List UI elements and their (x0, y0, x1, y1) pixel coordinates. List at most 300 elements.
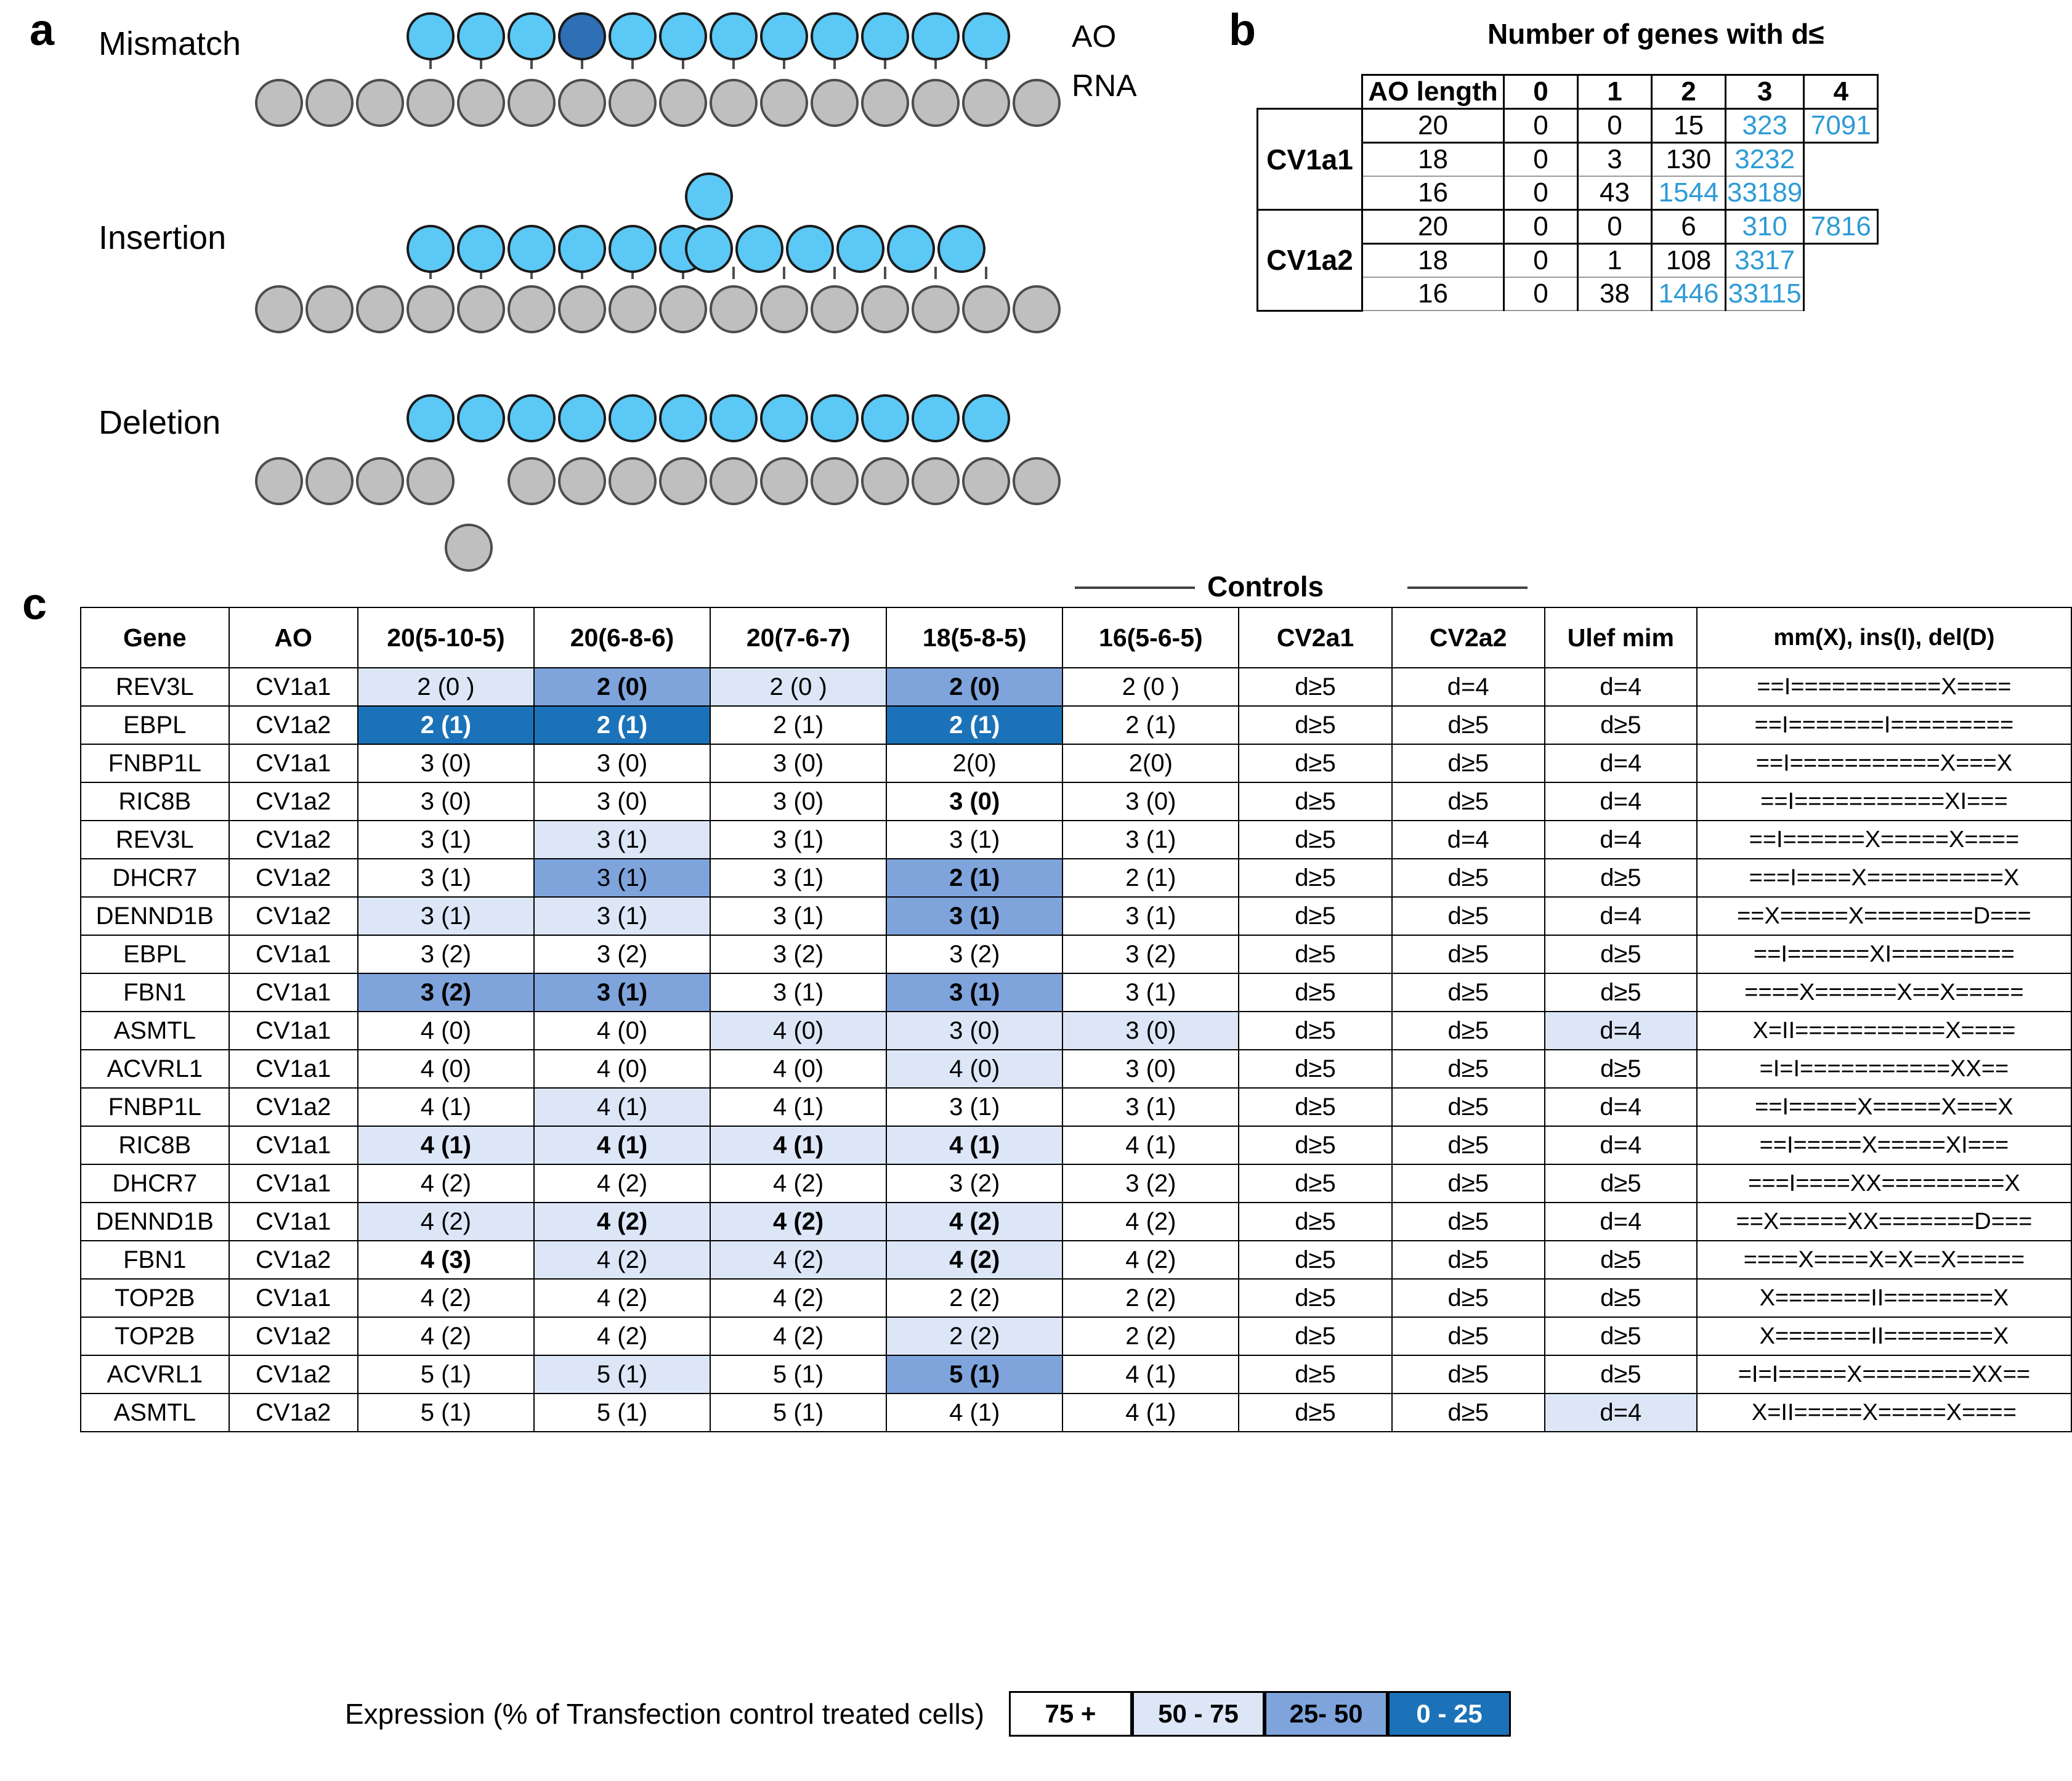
panel-b-cell-d0: 0 (1504, 277, 1578, 310)
table-row (81, 1394, 2071, 1432)
panel-b-ao-length: 18 (1362, 244, 1504, 278)
cell-mismatch-pattern: =I=I=====X========XX== (1697, 1355, 2071, 1394)
panel-b-cell-d0: 0 (1504, 143, 1578, 177)
cell-gene: FNBP1L (81, 744, 229, 782)
cell-control-cv2a2: d=4 (1392, 821, 1545, 859)
cell-dose-16-5-6-5: 3 (0) (1062, 782, 1239, 821)
cell-gene: RIC8B (81, 782, 229, 821)
cell-control-ulef-mim: d=4 (1545, 1126, 1697, 1164)
cell-ao: CV1a1 (229, 1279, 358, 1317)
rna-bead-deletion-13 (912, 457, 960, 505)
cell-mismatch-pattern: ==I===========X==== (1697, 668, 2071, 706)
cell-mismatch-pattern: ==I======X=====X==== (1697, 821, 2071, 859)
cell-ao: CV1a2 (229, 1317, 358, 1355)
rna-bead-deletion-2 (356, 457, 404, 505)
cell-control-cv2a2: d≥5 (1392, 782, 1545, 821)
cell-ao: CV1a1 (229, 668, 358, 706)
cell-ao: CV1a1 (229, 935, 358, 973)
panel-b-ao-length: 16 (1362, 277, 1504, 310)
panel-c-header-20-6-8-6: 20(6-8-6) (534, 607, 710, 668)
cell-dose-20-7-6-7: 3 (1) (710, 821, 886, 859)
rna-bead-deletion-15 (1013, 457, 1061, 505)
cell-ao: CV1a2 (229, 1241, 358, 1279)
rna-bead-deletion-8 (659, 457, 707, 505)
cell-dose-20-7-6-7: 4 (1) (710, 1126, 886, 1164)
cell-control-cv2a1: d≥5 (1239, 1241, 1391, 1279)
cell-mismatch-pattern: ==I=======I========= (1697, 706, 2071, 744)
panel-b-cell-d0: 0 (1504, 109, 1578, 143)
cell-dose-20-7-6-7: 4 (0) (710, 1050, 886, 1088)
rna-bead-insertion-0 (255, 285, 303, 333)
ao-bead-mismatch-3 (558, 12, 606, 60)
cell-mismatch-pattern: ==X=====XX=======D=== (1697, 1203, 2071, 1241)
panel-c-header-mm-ins-del: mm(X), ins(I), del(D) (1697, 607, 2071, 668)
ao-bead-mismatch-0 (407, 12, 455, 60)
cell-control-cv2a2: d≥5 (1392, 1279, 1545, 1317)
cell-dose-20-6-8-6: 4 (2) (534, 1203, 710, 1241)
ao-bead-insertion-0 (407, 225, 455, 273)
cell-dose-18-5-8-5: 5 (1) (886, 1355, 1062, 1394)
rna-bead-deletion-5 (508, 457, 556, 505)
table-row (81, 1241, 2071, 1279)
ao-bead-mismatch-6 (710, 12, 758, 60)
ao-bead-mismatch-7 (760, 12, 808, 60)
expression-legend (345, 1691, 1511, 1737)
rna-bead-deletion-1 (306, 457, 354, 505)
cell-control-ulef-mim: d≥5 (1545, 1317, 1697, 1355)
panel-b-letter: b (1229, 6, 1256, 55)
panel-b-cell-d0: 0 (1504, 210, 1578, 244)
cell-dose-18-5-8-5: 2 (2) (886, 1317, 1062, 1355)
rna-bead-deletion-10 (760, 457, 808, 505)
cell-control-cv2a1: d≥5 (1239, 859, 1391, 897)
cell-ao: CV1a2 (229, 897, 358, 935)
ao-bead-mismatch-1 (457, 12, 505, 60)
cell-control-ulef-mim: d=4 (1545, 1394, 1697, 1432)
cell-control-ulef-mim: d=4 (1545, 1203, 1697, 1241)
cell-dose-18-5-8-5: 2 (1) (886, 859, 1062, 897)
panel-b-cell-d1: 3 (1578, 143, 1652, 177)
cell-control-cv2a2: d≥5 (1392, 1394, 1545, 1432)
cell-dose-18-5-8-5: 3 (1) (886, 897, 1062, 935)
cell-dose-20-7-6-7: 4 (2) (710, 1241, 886, 1279)
cell-dose-18-5-8-5: 2 (2) (886, 1279, 1062, 1317)
rna-bead-insertion-14 (962, 285, 1010, 333)
cell-mismatch-pattern: X=II=====X=====X==== (1697, 1394, 2071, 1432)
cell-control-ulef-mim: d≥5 (1545, 1241, 1697, 1279)
panel-c (0, 558, 2072, 1781)
legend-item-50: 50 - 75 (1132, 1691, 1265, 1737)
controls-label: Controls (1207, 570, 1324, 602)
ao-bead-mismatch-10 (912, 12, 960, 60)
rna-bead-deletion-3 (407, 457, 455, 505)
table-row (81, 859, 2071, 897)
cell-dose-20-7-6-7: 4 (2) (710, 1317, 886, 1355)
panel-b-cell-d4 (1804, 277, 1878, 310)
ao-bead-mismatch-5 (659, 12, 707, 60)
cell-dose-20-7-6-7: 5 (1) (710, 1355, 886, 1394)
cell-control-cv2a1: d≥5 (1239, 1088, 1391, 1126)
ao-bead-insertion-bulge (685, 172, 733, 221)
cell-dose-20-5-10-5: 3 (2) (358, 935, 534, 973)
cell-dose-20-7-6-7: 4 (2) (710, 1164, 886, 1203)
panel-b-title: Number of genes with d≤ (1487, 18, 1824, 50)
rna-bead-mismatch-4 (457, 79, 505, 127)
cell-gene: ASMTL (81, 1394, 229, 1432)
controls-rule-left (1075, 586, 1195, 589)
cell-dose-18-5-8-5: 2 (0) (886, 668, 1062, 706)
cell-control-cv2a1: d≥5 (1239, 668, 1391, 706)
cell-control-cv2a2: d≥5 (1392, 1050, 1545, 1088)
cell-dose-20-7-6-7: 3 (2) (710, 935, 886, 973)
rna-bead-mismatch-8 (659, 79, 707, 127)
table-row (81, 1203, 2071, 1241)
cell-gene: TOP2B (81, 1317, 229, 1355)
panel-b-group-cv1a1: CV1a1 (1258, 109, 1362, 210)
ao-bead-deletion-5 (659, 394, 707, 442)
cell-dose-18-5-8-5: 2(0) (886, 744, 1062, 782)
rna-bead-mismatch-1 (306, 79, 354, 127)
cell-dose-16-5-6-5: 3 (2) (1062, 1164, 1239, 1203)
rna-bead-mismatch-13 (912, 79, 960, 127)
panel-b-table (1257, 74, 1879, 312)
panel-b-cell-d3: 3232 (1726, 143, 1804, 177)
panel-b-cell-d2: 1446 (1652, 277, 1726, 310)
panel-c-header-ulef-mim: Ulef mim (1545, 607, 1697, 668)
table-row (81, 1279, 2071, 1317)
panel-b-cell-d2: 108 (1652, 244, 1726, 278)
table-row (81, 1164, 2071, 1203)
cell-dose-18-5-8-5: 4 (2) (886, 1203, 1062, 1241)
cell-control-ulef-mim: d≥5 (1545, 1355, 1697, 1394)
cell-control-cv2a1: d≥5 (1239, 782, 1391, 821)
ao-bead-deletion-9 (861, 394, 909, 442)
cell-control-cv2a1: d≥5 (1239, 1126, 1391, 1164)
cell-ao: CV1a2 (229, 821, 358, 859)
rna-bead-insertion-10 (760, 285, 808, 333)
ao-bead-insertion-2 (508, 225, 556, 273)
cell-dose-20-6-8-6: 3 (0) (534, 744, 710, 782)
cell-control-ulef-mim: d≥5 (1545, 935, 1697, 973)
cell-control-cv2a1: d≥5 (1239, 706, 1391, 744)
cell-ao: CV1a1 (229, 973, 358, 1012)
panel-b-row (1258, 109, 1878, 143)
cell-dose-20-7-6-7: 2 (0 ) (710, 668, 886, 706)
rna-bead-mismatch-15 (1013, 79, 1061, 127)
cell-dose-18-5-8-5: 3 (2) (886, 935, 1062, 973)
panel-b-cell-d3: 3317 (1726, 244, 1804, 278)
cell-mismatch-pattern: ===I====X==========X (1697, 859, 2071, 897)
ao-bead-deletion-7 (760, 394, 808, 442)
panel-b-cell-d1: 38 (1578, 277, 1652, 310)
rna-bead-insertion-6 (558, 285, 606, 333)
cell-dose-16-5-6-5: 3 (1) (1062, 1088, 1239, 1126)
rna-bead-mismatch-3 (407, 79, 455, 127)
panel-b-header-2: 2 (1652, 75, 1726, 109)
legend-caption: Expression (% of Transfection control treated cells) (345, 1698, 985, 1730)
cell-gene: FNBP1L (81, 1088, 229, 1126)
panel-b (1223, 0, 2072, 542)
cell-dose-20-6-8-6: 2 (1) (534, 706, 710, 744)
cell-dose-20-7-6-7: 4 (0) (710, 1012, 886, 1050)
cell-gene: FBN1 (81, 1241, 229, 1279)
cell-gene: FBN1 (81, 973, 229, 1012)
cell-control-cv2a1: d≥5 (1239, 1355, 1391, 1394)
cell-dose-16-5-6-5: 3 (1) (1062, 973, 1239, 1012)
cell-dose-20-7-6-7: 3 (0) (710, 782, 886, 821)
cell-dose-18-5-8-5: 4 (1) (886, 1126, 1062, 1164)
cell-control-cv2a2: d≥5 (1392, 1203, 1545, 1241)
table-row (81, 706, 2071, 744)
ao-bead-deletion-10 (912, 394, 960, 442)
panel-c-header-20-7-6-7: 20(7-6-7) (710, 607, 886, 668)
cell-control-cv2a1: d≥5 (1239, 1012, 1391, 1050)
panel-c-header-20-5-10-5: 20(5-10-5) (358, 607, 534, 668)
rna-bead-mismatch-6 (558, 79, 606, 127)
ao-bead-insertion-1 (457, 225, 505, 273)
panel-b-cell-d1: 1 (1578, 244, 1652, 278)
cell-ao: CV1a1 (229, 1164, 358, 1203)
cell-dose-16-5-6-5: 3 (0) (1062, 1050, 1239, 1088)
cell-dose-18-5-8-5: 4 (2) (886, 1241, 1062, 1279)
cell-dose-20-7-6-7: 2 (1) (710, 706, 886, 744)
cell-control-cv2a1: d≥5 (1239, 1317, 1391, 1355)
cell-dose-20-6-8-6: 5 (1) (534, 1355, 710, 1394)
ao-bead-insertion-9 (836, 225, 884, 273)
cell-dose-20-6-8-6: 4 (2) (534, 1164, 710, 1203)
cell-dose-20-6-8-6: 4 (2) (534, 1317, 710, 1355)
ao-bead-deletion-2 (508, 394, 556, 442)
cell-gene: DENND1B (81, 897, 229, 935)
panel-b-header-0: 0 (1504, 75, 1578, 109)
rna-bead-insertion-11 (811, 285, 859, 333)
ao-bead-deletion-3 (558, 394, 606, 442)
ao-bead-deletion-0 (407, 394, 455, 442)
panel-b-cell-d0: 0 (1504, 176, 1578, 210)
cell-dose-16-5-6-5: 2 (1) (1062, 706, 1239, 744)
cell-control-ulef-mim: d≥5 (1545, 1279, 1697, 1317)
cell-control-cv2a1: d≥5 (1239, 935, 1391, 973)
cell-control-cv2a2: d≥5 (1392, 897, 1545, 935)
rna-bead-deletion-0 (255, 457, 303, 505)
panel-b-group-cv1a2: CV1a2 (1258, 210, 1362, 311)
panel-c-letter: c (22, 580, 47, 629)
ao-bead-mismatch-2 (508, 12, 556, 60)
cell-control-cv2a2: d≥5 (1392, 1164, 1545, 1203)
panel-b-cell-d4 (1804, 176, 1878, 210)
rna-bead-mismatch-12 (861, 79, 909, 127)
cell-dose-20-5-10-5: 4 (0) (358, 1012, 534, 1050)
cell-dose-20-6-8-6: 4 (1) (534, 1126, 710, 1164)
cell-gene: EBPL (81, 935, 229, 973)
ao-bead-insertion-4 (609, 225, 657, 273)
table-row (81, 1088, 2071, 1126)
cell-dose-20-6-8-6: 3 (1) (534, 897, 710, 935)
ao-bead-deletion-4 (609, 394, 657, 442)
cell-ao: CV1a1 (229, 744, 358, 782)
panel-c-header-ao: AO (229, 607, 358, 668)
cell-dose-20-5-10-5: 4 (3) (358, 1241, 534, 1279)
cell-dose-20-5-10-5: 5 (1) (358, 1355, 534, 1394)
cell-mismatch-pattern: =I=I===========XX== (1697, 1050, 2071, 1088)
cell-control-cv2a2: d≥5 (1392, 1355, 1545, 1394)
rna-bead-mismatch-10 (760, 79, 808, 127)
cell-dose-20-6-8-6: 3 (1) (534, 859, 710, 897)
cell-dose-20-7-6-7: 3 (1) (710, 973, 886, 1012)
cell-control-ulef-mim: d≥5 (1545, 973, 1697, 1012)
cell-dose-20-7-6-7: 3 (1) (710, 897, 886, 935)
ao-bead-mismatch-9 (861, 12, 909, 60)
panel-a (0, 0, 1207, 554)
panel-b-cell-d2: 6 (1652, 210, 1726, 244)
cell-control-cv2a1: d≥5 (1239, 1050, 1391, 1088)
ao-bead-deletion-6 (710, 394, 758, 442)
cell-gene: ASMTL (81, 1012, 229, 1050)
panel-b-ao-length: 20 (1362, 210, 1504, 244)
panel-b-cell-d3: 323 (1726, 109, 1804, 143)
cell-control-cv2a2: d≥5 (1392, 1126, 1545, 1164)
cell-dose-20-5-10-5: 2 (1) (358, 706, 534, 744)
cell-mismatch-pattern: ====X======X==X===== (1697, 973, 2071, 1012)
ao-bead-insertion-6 (685, 225, 733, 273)
table-row (81, 1050, 2071, 1088)
cell-control-cv2a2: d=4 (1392, 668, 1545, 706)
cell-control-cv2a1: d≥5 (1239, 821, 1391, 859)
cell-control-cv2a2: d≥5 (1392, 706, 1545, 744)
rna-bead-insertion-9 (710, 285, 758, 333)
cell-mismatch-pattern: X=II===========X==== (1697, 1012, 2071, 1050)
cell-dose-18-5-8-5: 3 (2) (886, 1164, 1062, 1203)
cell-gene: TOP2B (81, 1279, 229, 1317)
panel-b-ao-length: 20 (1362, 109, 1504, 143)
cell-dose-16-5-6-5: 4 (2) (1062, 1241, 1239, 1279)
cell-dose-20-7-6-7: 3 (1) (710, 859, 886, 897)
rna-bead-mismatch-0 (255, 79, 303, 127)
cell-dose-18-5-8-5: 4 (0) (886, 1050, 1062, 1088)
table-row (81, 744, 2071, 782)
cell-control-cv2a2: d≥5 (1392, 1317, 1545, 1355)
cell-dose-16-5-6-5: 2 (0 ) (1062, 668, 1239, 706)
cell-dose-16-5-6-5: 4 (1) (1062, 1126, 1239, 1164)
cell-dose-16-5-6-5: 4 (2) (1062, 1203, 1239, 1241)
cell-dose-20-7-6-7: 4 (2) (710, 1203, 886, 1241)
cell-control-cv2a2: d≥5 (1392, 744, 1545, 782)
panel-b-cell-d2: 1544 (1652, 176, 1726, 210)
table-row (81, 897, 2071, 935)
panel-a-row-label-mismatch: Mismatch (99, 25, 241, 62)
cell-gene: REV3L (81, 821, 229, 859)
cell-mismatch-pattern: ==I===========XI=== (1697, 782, 2071, 821)
cell-mismatch-pattern: ===I====XX=========X (1697, 1164, 2071, 1203)
table-row (81, 668, 2071, 706)
panel-b-cell-d3: 310 (1726, 210, 1804, 244)
cell-dose-20-5-10-5: 4 (2) (358, 1164, 534, 1203)
cell-control-cv2a1: d≥5 (1239, 1394, 1391, 1432)
panel-b-header-3: 3 (1726, 75, 1804, 109)
ao-bead-deletion-11 (962, 394, 1010, 442)
bond-insertion-10 (934, 267, 937, 279)
cell-mismatch-pattern: X=======II========X (1697, 1317, 2071, 1355)
panel-b-cell-d1: 0 (1578, 210, 1652, 244)
cell-dose-20-5-10-5: 3 (1) (358, 897, 534, 935)
rna-bead-insertion-4 (457, 285, 505, 333)
ao-bead-insertion-7 (735, 225, 783, 273)
panel-b-cell-d4: 7091 (1804, 109, 1878, 143)
cell-dose-20-7-6-7: 4 (1) (710, 1088, 886, 1126)
cell-dose-20-6-8-6: 5 (1) (534, 1394, 710, 1432)
panel-b-cell-d3: 33115 (1726, 277, 1804, 310)
cell-dose-20-6-8-6: 4 (2) (534, 1241, 710, 1279)
cell-dose-16-5-6-5: 4 (1) (1062, 1394, 1239, 1432)
table-row (81, 973, 2071, 1012)
rna-bead-insertion-13 (912, 285, 960, 333)
rna-bead-deletion-11 (811, 457, 859, 505)
panel-b-cell-d4: 7816 (1804, 210, 1878, 244)
cell-dose-20-5-10-5: 4 (0) (358, 1050, 534, 1088)
ao-bead-insertion-3 (558, 225, 606, 273)
panel-b-header-4: 4 (1804, 75, 1878, 109)
rna-bead-deletion-6 (558, 457, 606, 505)
cell-dose-20-7-6-7: 4 (2) (710, 1279, 886, 1317)
cell-control-ulef-mim: d≥5 (1545, 706, 1697, 744)
cell-dose-20-5-10-5: 4 (1) (358, 1126, 534, 1164)
ao-bead-insertion-8 (786, 225, 834, 273)
cell-control-cv2a2: d≥5 (1392, 935, 1545, 973)
cell-ao: CV1a1 (229, 1203, 358, 1241)
controls-rule-right (1407, 586, 1528, 589)
panel-b-cell-d4 (1804, 244, 1878, 278)
table-row (81, 1012, 2071, 1050)
rna-bead-deletion-7 (609, 457, 657, 505)
rna-bead-mismatch-5 (508, 79, 556, 127)
cell-ao: CV1a2 (229, 1088, 358, 1126)
cell-control-ulef-mim: d≥5 (1545, 859, 1697, 897)
cell-dose-18-5-8-5: 4 (1) (886, 1394, 1062, 1432)
panel-b-ao-length: 16 (1362, 176, 1504, 210)
cell-dose-20-6-8-6: 3 (1) (534, 973, 710, 1012)
legend-boxes (1009, 1691, 1511, 1737)
cell-mismatch-pattern: X=======II========X (1697, 1279, 2071, 1317)
cell-ao: CV1a1 (229, 1050, 358, 1088)
cell-dose-20-5-10-5: 3 (0) (358, 782, 534, 821)
panel-c-header-18-5-8-5: 18(5-8-5) (886, 607, 1062, 668)
cell-dose-18-5-8-5: 3 (0) (886, 1012, 1062, 1050)
cell-control-ulef-mim: d=4 (1545, 744, 1697, 782)
rna-bead-mismatch-11 (811, 79, 859, 127)
cell-control-ulef-mim: d≥5 (1545, 1164, 1697, 1203)
cell-dose-16-5-6-5: 2(0) (1062, 744, 1239, 782)
rna-bead-insertion-12 (861, 285, 909, 333)
cell-gene: RIC8B (81, 1126, 229, 1164)
panel-c-header-16-5-6-5: 16(5-6-5) (1062, 607, 1239, 668)
cell-dose-20-5-10-5: 4 (2) (358, 1317, 534, 1355)
cell-control-cv2a1: d≥5 (1239, 897, 1391, 935)
panel-b-cell-d1: 0 (1578, 109, 1652, 143)
cell-ao: CV1a2 (229, 1394, 358, 1432)
cell-dose-16-5-6-5: 3 (1) (1062, 821, 1239, 859)
cell-control-ulef-mim: d=4 (1545, 1012, 1697, 1050)
cell-control-cv2a2: d≥5 (1392, 859, 1545, 897)
panel-c-table (80, 607, 2072, 1432)
panel-a-row-label-insertion: Insertion (99, 219, 227, 256)
cell-dose-18-5-8-5: 3 (1) (886, 973, 1062, 1012)
cell-ao: CV1a2 (229, 706, 358, 744)
panel-a-label-ao: AO (1072, 19, 1117, 54)
cell-dose-20-7-6-7: 3 (0) (710, 744, 886, 782)
cell-control-ulef-mim: d=4 (1545, 1088, 1697, 1126)
cell-dose-18-5-8-5: 3 (0) (886, 782, 1062, 821)
cell-gene: REV3L (81, 668, 229, 706)
